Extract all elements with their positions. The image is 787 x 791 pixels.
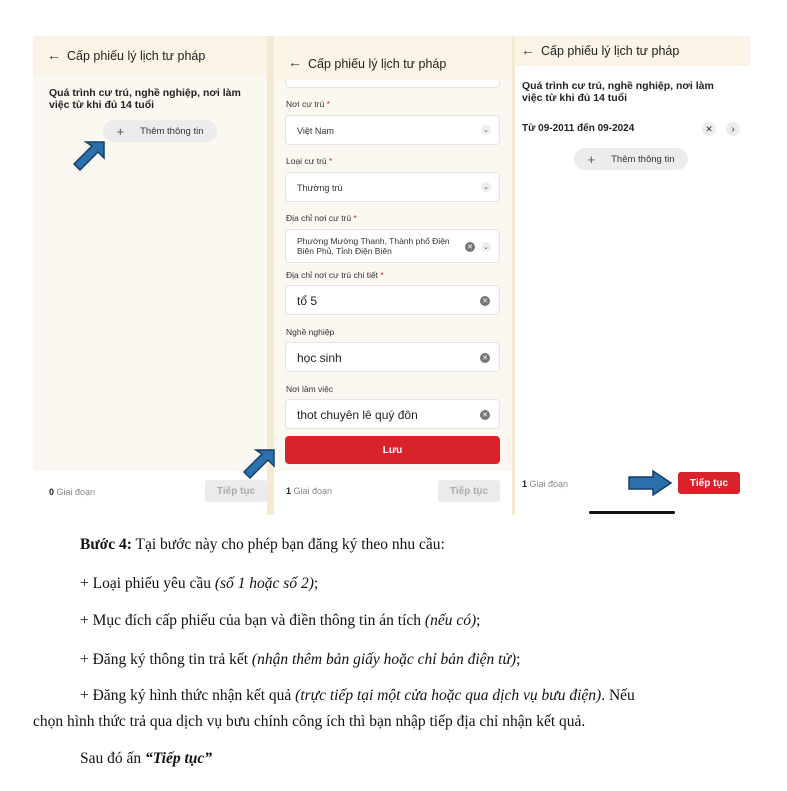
- stage-indicator: [286, 486, 332, 496]
- residence-value: Việt Nam: [297, 126, 334, 136]
- page-title: Cấp phiếu lý lịch tư pháp: [541, 44, 680, 58]
- add-info-button[interactable]: [574, 148, 688, 170]
- plus-icon: +: [116, 123, 125, 139]
- residence-label: Nơi cư trú *: [286, 99, 330, 109]
- address-label: Địa chỉ nơi cư trú *: [286, 213, 357, 223]
- stage-count: 1: [522, 479, 528, 489]
- back-arrow-icon[interactable]: ←: [47, 47, 61, 63]
- header: [274, 36, 512, 80]
- pointer-arrow-icon: [627, 469, 673, 497]
- clear-icon[interactable]: ✕: [480, 296, 490, 306]
- bullet-3: + Đăng ký thông tin trả kết (nhận thêm bản giấy hoặc chỉ bản điện tử);: [80, 651, 521, 668]
- chevron-down-icon: ⌄: [481, 125, 491, 135]
- stage-label: Giai đoạn: [56, 487, 96, 497]
- clear-icon[interactable]: ✕: [465, 242, 475, 252]
- occupation-label: Nghề nghiệp: [286, 327, 335, 337]
- bullet-1: + Loại phiếu yêu cầu (số 1 hoặc số 2);: [80, 575, 319, 592]
- plus-icon: +: [587, 151, 596, 167]
- header: [515, 36, 750, 66]
- address-detail-label: Địa chỉ nơi cư trú chi tiết *: [286, 270, 384, 280]
- address-detail-input[interactable]: [285, 285, 500, 315]
- continue-button[interactable]: Tiếp tục: [205, 480, 267, 502]
- footer: [274, 471, 512, 515]
- continue-button[interactable]: Tiếp tục: [678, 472, 740, 494]
- previous-field: [285, 80, 500, 88]
- workplace-input[interactable]: [285, 399, 500, 429]
- page-title: Cấp phiếu lý lịch tư pháp: [67, 49, 206, 63]
- add-info-label: Thêm thông tin: [611, 153, 675, 165]
- chevron-right-icon[interactable]: ›: [726, 122, 740, 136]
- stage-count: 0: [49, 487, 55, 497]
- bullet-4: + Đăng ký hình thức nhận kết quả (trực tiếp tại một cửa hoặc qua dịch vụ bưu điện). Nếu: [80, 687, 635, 704]
- pointer-arrow-icon: [70, 138, 110, 178]
- chevron-down-icon: ⌄: [481, 182, 491, 192]
- chevron-down-icon: ⌄: [481, 242, 491, 252]
- address-detail-value: tổ 5: [297, 294, 318, 308]
- stage-indicator: [522, 479, 568, 489]
- occupation-value: học sinh: [297, 351, 342, 365]
- stage-count: 1: [286, 486, 292, 496]
- footer: [33, 471, 267, 515]
- screen-2: [274, 36, 512, 515]
- occupation-input[interactable]: [285, 342, 500, 372]
- workplace-value: thot chuyên lê quý đôn: [297, 408, 418, 422]
- back-arrow-icon[interactable]: ←: [521, 42, 535, 58]
- continue-button[interactable]: Tiếp tục: [438, 480, 500, 502]
- stage-label: Giai đoạn: [529, 479, 569, 489]
- bullet-4-line-2: chọn hình thức trả qua dịch vụ bưu chính công ích thì bạn nhập tiếp địa chỉ nhận kết quả.: [33, 713, 586, 730]
- stage-label: Giai đoạn: [293, 486, 333, 496]
- close-icon[interactable]: ✕: [702, 122, 716, 136]
- residence-select[interactable]: [285, 115, 500, 145]
- section-title: Quá trình cư trú, nghề nghiệp, nơi làm việc từ khi đủ 14 tuổi: [49, 87, 241, 111]
- final-instruction: Sau đó ấn “Tiếp tục”: [80, 750, 213, 767]
- residence-type-select[interactable]: [285, 172, 500, 202]
- workplace-label: Nơi làm việc: [286, 384, 334, 394]
- page-title: Cấp phiếu lý lịch tư pháp: [308, 57, 447, 71]
- save-button[interactable]: Lưu: [285, 436, 500, 464]
- add-info-button[interactable]: [103, 120, 217, 142]
- pointer-arrow-icon: [240, 446, 280, 486]
- stage-indicator: [49, 487, 95, 497]
- add-info-label: Thêm thông tin: [140, 125, 204, 137]
- bullet-2: + Mục đích cấp phiếu của bạn và điền thông tin án tích (nếu có);: [80, 612, 481, 629]
- residence-type-value: Thường trú: [297, 183, 343, 193]
- back-arrow-icon[interactable]: ←: [288, 54, 302, 70]
- header: [33, 36, 267, 74]
- address-value: Phường Mường Thanh, Thành phố Điện Biên Phủ, Tỉnh Điện Biên: [297, 236, 450, 256]
- home-indicator: [589, 511, 675, 514]
- screen-1: [33, 36, 267, 515]
- section-title: Quá trình cư trú, nghề nghiệp, nơi làm việc từ khi đủ 14 tuổi: [522, 80, 714, 104]
- residence-type-label: Loại cư trú *: [286, 156, 333, 166]
- step-heading: Bước 4: Tại bước này cho phép bạn đăng ký theo nhu cầu:: [80, 536, 445, 553]
- clear-icon[interactable]: ✕: [480, 353, 490, 363]
- clear-icon[interactable]: ✕: [480, 410, 490, 420]
- address-select[interactable]: [285, 229, 500, 263]
- period-item[interactable]: Từ 09-2011 đến 09-2024: [522, 123, 635, 134]
- panel-gap: [267, 36, 274, 515]
- screen-3: [515, 36, 750, 515]
